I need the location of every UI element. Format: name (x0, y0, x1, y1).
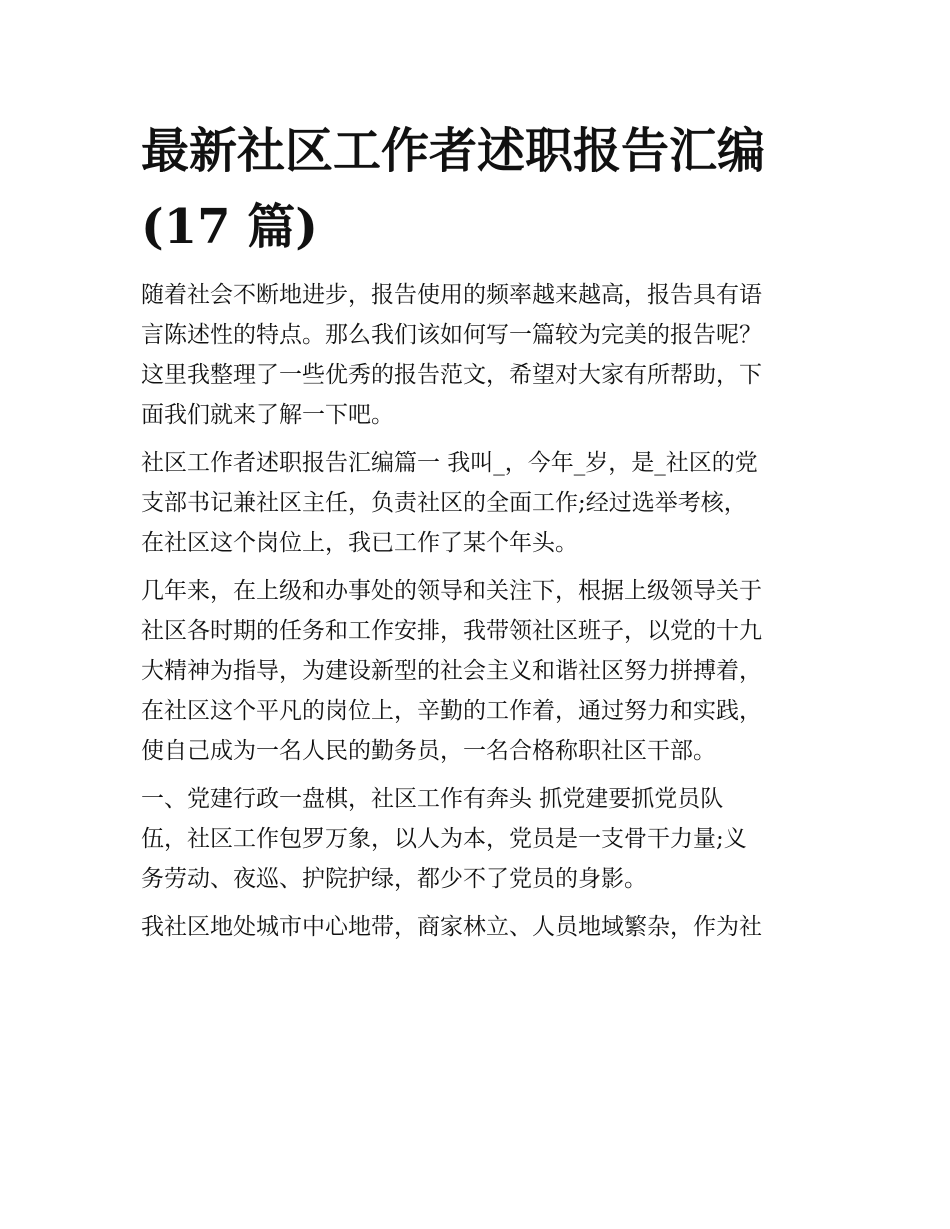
text-line: 伍，社区工作包罗万象，以人为本，党员是一支骨干力量;义 (141, 826, 747, 852)
paragraph-community-location (141, 907, 821, 947)
document-title (141, 113, 821, 265)
text-line: 面我们就来了解一下吧。 (141, 402, 394, 428)
text-line: 一、党建行政一盘棋，社区工作有奔头 抓党建要抓党员队 (141, 786, 724, 812)
text-line: 务劳动、夜巡、护院护绿，都少不了党员的身影。 (141, 866, 647, 892)
text-line: 在社区这个岗位上，我已工作了某个年头。 (141, 530, 578, 556)
text-line: 几年来，在上级和办事处的领导和关注下，根据上级领导关于 (141, 578, 762, 604)
paragraph-intro (141, 275, 821, 435)
text-line: 社区各时期的任务和工作安排，我带领社区班子，以党的十九 (141, 618, 762, 644)
text-line: 社区工作者述职报告汇编篇一 我叫_，今年_岁，是_社区的党 (141, 450, 758, 476)
text-line: 使自己成为一名人民的勤务员，一名合格称职社区干部。 (141, 738, 716, 764)
text-line: 支部书记兼社区主任，负责社区的全面工作;经过选举考核， (141, 490, 747, 516)
document-body (141, 275, 821, 947)
text-line: 我社区地处城市中心地带，商家林立、人员地域繁杂，作为社 (141, 914, 762, 940)
text-line: 大精神为指导，为建设新型的社会主义和谐社区努力拼搏着， (141, 658, 762, 684)
title-line: 最新社区工作者述职报告汇编 (141, 123, 766, 179)
document-content (141, 113, 821, 947)
text-line: 这里我整理了一些优秀的报告范文，希望对大家有所帮助，下 (141, 362, 762, 388)
text-line: 在社区这个平凡的岗位上，辛勤的工作着，通过努力和实践， (141, 698, 762, 724)
paragraph-section-one (141, 443, 821, 563)
paragraph-party-building (141, 779, 821, 899)
paragraph-years (141, 571, 821, 771)
text-line: 言陈述性的特点。那么我们该如何写一篇较为完美的报告呢？ (141, 322, 762, 348)
title-line: (17 篇) (141, 199, 318, 255)
text-line: 随着社会不断地进步，报告使用的频率越来越高，报告具有语 (141, 282, 762, 308)
